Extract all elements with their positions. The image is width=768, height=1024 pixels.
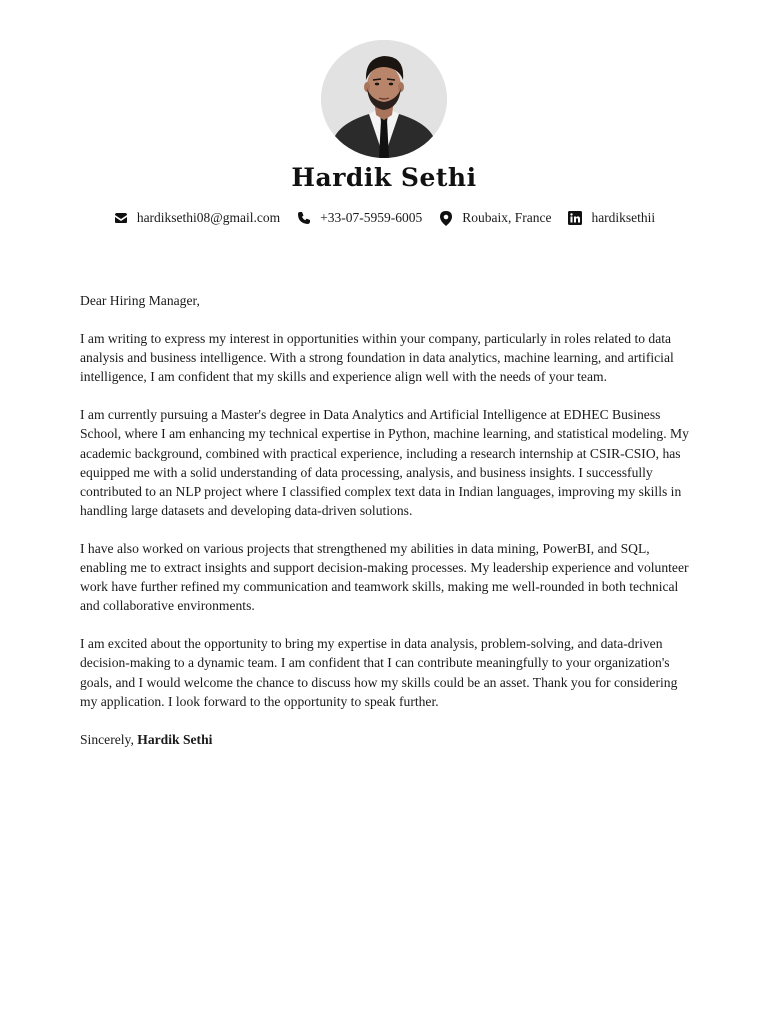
contact-linkedin[interactable] (567, 210, 655, 226)
letter-body (80, 291, 692, 768)
signature-name: Hardik Sethi (137, 731, 213, 747)
greeting: Dear Hiring Manager, (80, 293, 200, 308)
contact-location-text: Roubaix, France (462, 210, 552, 225)
avatar (321, 40, 447, 158)
phone-icon (296, 210, 312, 226)
contact-linkedin-text: hardiksethii (591, 210, 656, 225)
contact-location (438, 210, 551, 226)
linkedin-icon (567, 210, 583, 226)
contact-phone[interactable] (296, 210, 422, 226)
portrait-photo (321, 40, 447, 158)
envelope-icon (113, 210, 129, 226)
paragraph-closing: I am excited about the opportunity to bring my expertise in data analysis, problem-solving, and data-driven decision-making to a dynamic team. I am confident that I can contribute meaningfully to your organization's goals, and I would welcome the chance to discuss how my skills could be an asset. Thank you for considering my application. I look forward to the opportunity to speak further. (80, 636, 678, 709)
contact-phone-text: +33-07-5959-6005 (320, 210, 423, 225)
location-pin-icon (438, 210, 454, 226)
contact-email-text: hardiksethi08@gmail.com (136, 210, 281, 225)
paragraph-projects: I have also worked on various projects that strengthened my abilities in data mining, PowerBI, and SQL, enabling me to extract insights and support decision-making processes. My leadership experience and volunteer work have further refined my communication and teamwork skills, making me well-rounded in both technical and collaborative environments. (80, 540, 689, 614)
page-title: Hardik Sethi (291, 163, 477, 192)
paragraph-interest: I am writing to express my interest in opportunities within your company, particularly in roles related to data analysis and business intelligence. With a strong foundation in data analytics, machine learning, and artificial intelligence, I am confident that my skills and experience align well with the needs of your team. (80, 331, 674, 385)
contact-email[interactable] (113, 210, 280, 226)
paragraph-education: I am currently pursuing a Master's degree in Data Analytics and Artificial Intelligence at EDHEC Business School, where I am enhancing my technical expertise in Python, machine learning, and statistical modeling. My academic background, combined with practical experience, including a research internship at CSIR-CSIO, has equipped me with a solid understanding of data processing, analysis, and business insights. I successfully contributed to an NLP project where I classified complex text data in Indian languages, improving my skills in handling large datasets and developing data-driven solutions. (80, 407, 689, 518)
closing-word: Sincerely, (80, 731, 134, 747)
sign-off (80, 730, 692, 749)
contact-bar (0, 210, 768, 226)
